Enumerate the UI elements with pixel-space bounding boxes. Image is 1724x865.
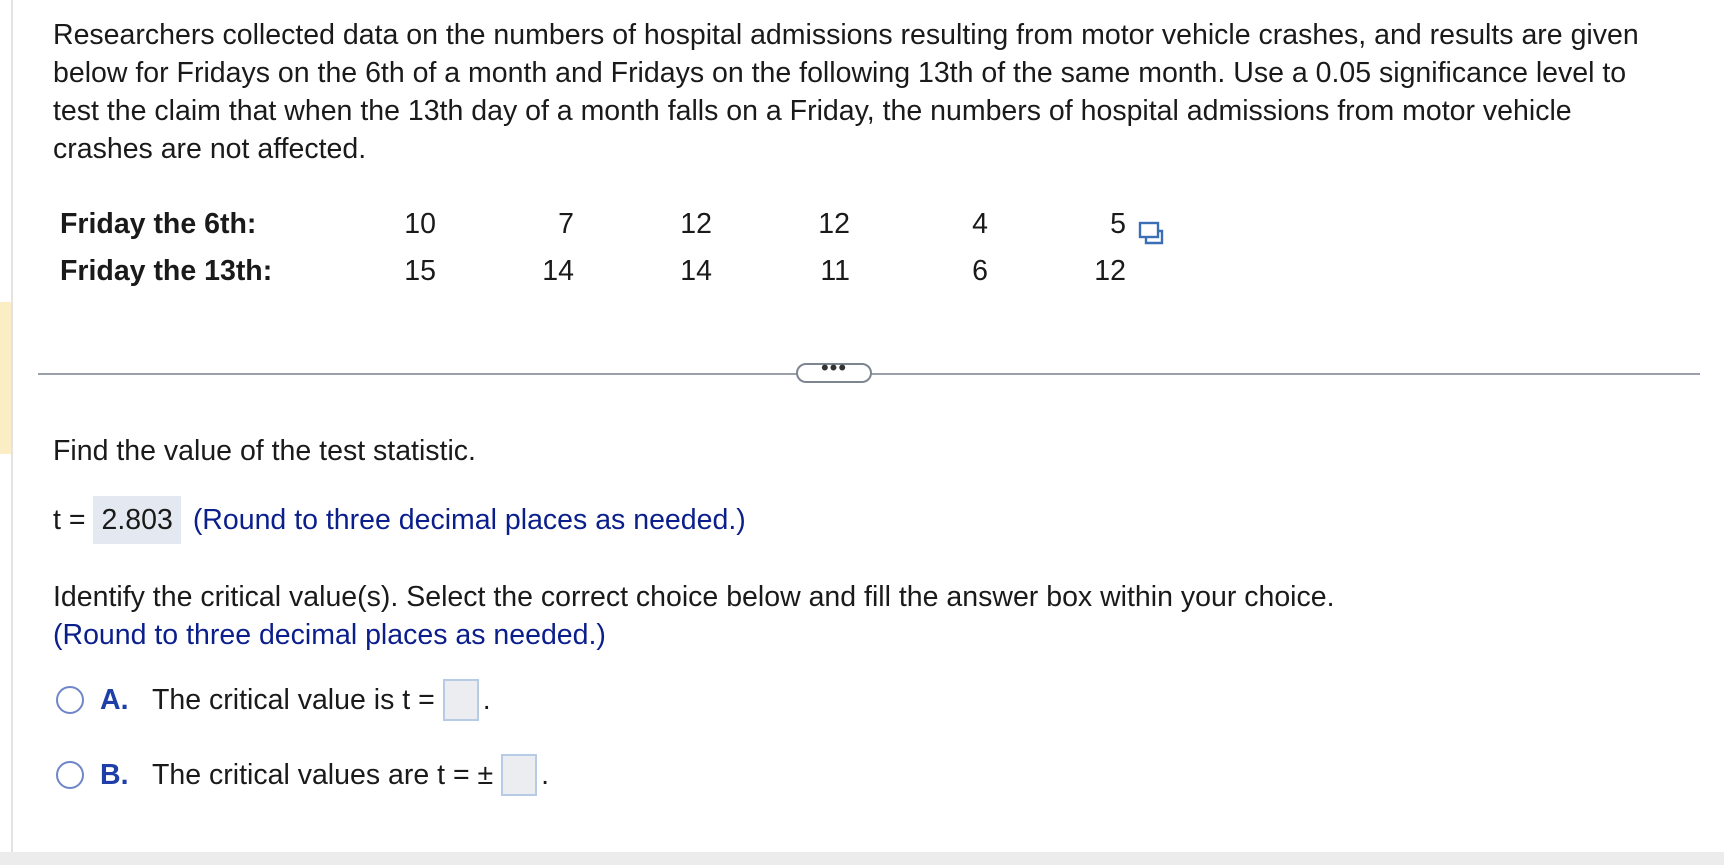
choice-suffix: . <box>482 683 491 716</box>
choice-suffix: . <box>541 758 550 791</box>
table-cell: 10 <box>404 208 436 240</box>
bottom-bar <box>0 852 1724 865</box>
t-answer-field[interactable]: 2.803 <box>93 496 180 544</box>
critical-value-question: Identify the critical value(s). Select the correct choice below and fill the answer box within your choice. <box>53 581 1335 613</box>
table-cell: 12 <box>680 208 712 240</box>
rounding-hint: (Round to three decimal places as needed.) <box>192 503 746 536</box>
table-cell: 4 <box>972 208 988 240</box>
table-cell: 12 <box>818 208 850 240</box>
table-cell: 6 <box>972 255 988 287</box>
problem-statement: Researchers collected data on the numbers of hospital admissions resulting from motor vehicle crashes, and results are given below for Fridays on the 6th of a month and Fridays on the following 13th of the same month. Use a 0.05 significance level to test the claim that when the 13th day of a month falls on a Friday, the numbers of hospital admissions from motor vehicle crashes are not affected. <box>53 19 1639 165</box>
table-cell: 15 <box>404 255 436 287</box>
choice-text: The critical values are t = ± <box>152 758 494 791</box>
table-cell: 7 <box>558 208 574 240</box>
choice-a[interactable] <box>56 676 491 724</box>
ellipsis-icon[interactable]: ••• <box>796 363 872 383</box>
test-statistic-line <box>53 496 746 544</box>
left-border <box>11 0 13 852</box>
table-cell: 11 <box>820 255 850 287</box>
choice-text: The critical value is t = <box>152 683 435 716</box>
critical-value-input[interactable] <box>443 679 479 721</box>
choice-letter: B. <box>100 758 129 791</box>
table-row-label-6th: Friday the 6th: <box>60 208 257 240</box>
choice-letter: A. <box>100 683 129 716</box>
choice-b[interactable] <box>56 751 549 799</box>
table-cell: 14 <box>680 255 712 287</box>
table-row-label-13th: Friday the 13th: <box>60 255 273 287</box>
radio-icon[interactable] <box>56 761 84 789</box>
radio-icon[interactable] <box>56 686 84 714</box>
question-marker <box>0 302 11 454</box>
t-label: t = <box>53 503 86 536</box>
table-cell: 14 <box>542 255 574 287</box>
table-cell: 5 <box>1110 208 1126 240</box>
critical-values-input[interactable] <box>501 754 537 796</box>
rounding-hint: (Round to three decimal places as needed.) <box>53 619 606 651</box>
copy-icon[interactable] <box>1138 221 1164 247</box>
table-cell: 12 <box>1094 255 1126 287</box>
test-statistic-prompt: Find the value of the test statistic. <box>53 435 476 467</box>
critical-value-prompt <box>53 578 1673 654</box>
